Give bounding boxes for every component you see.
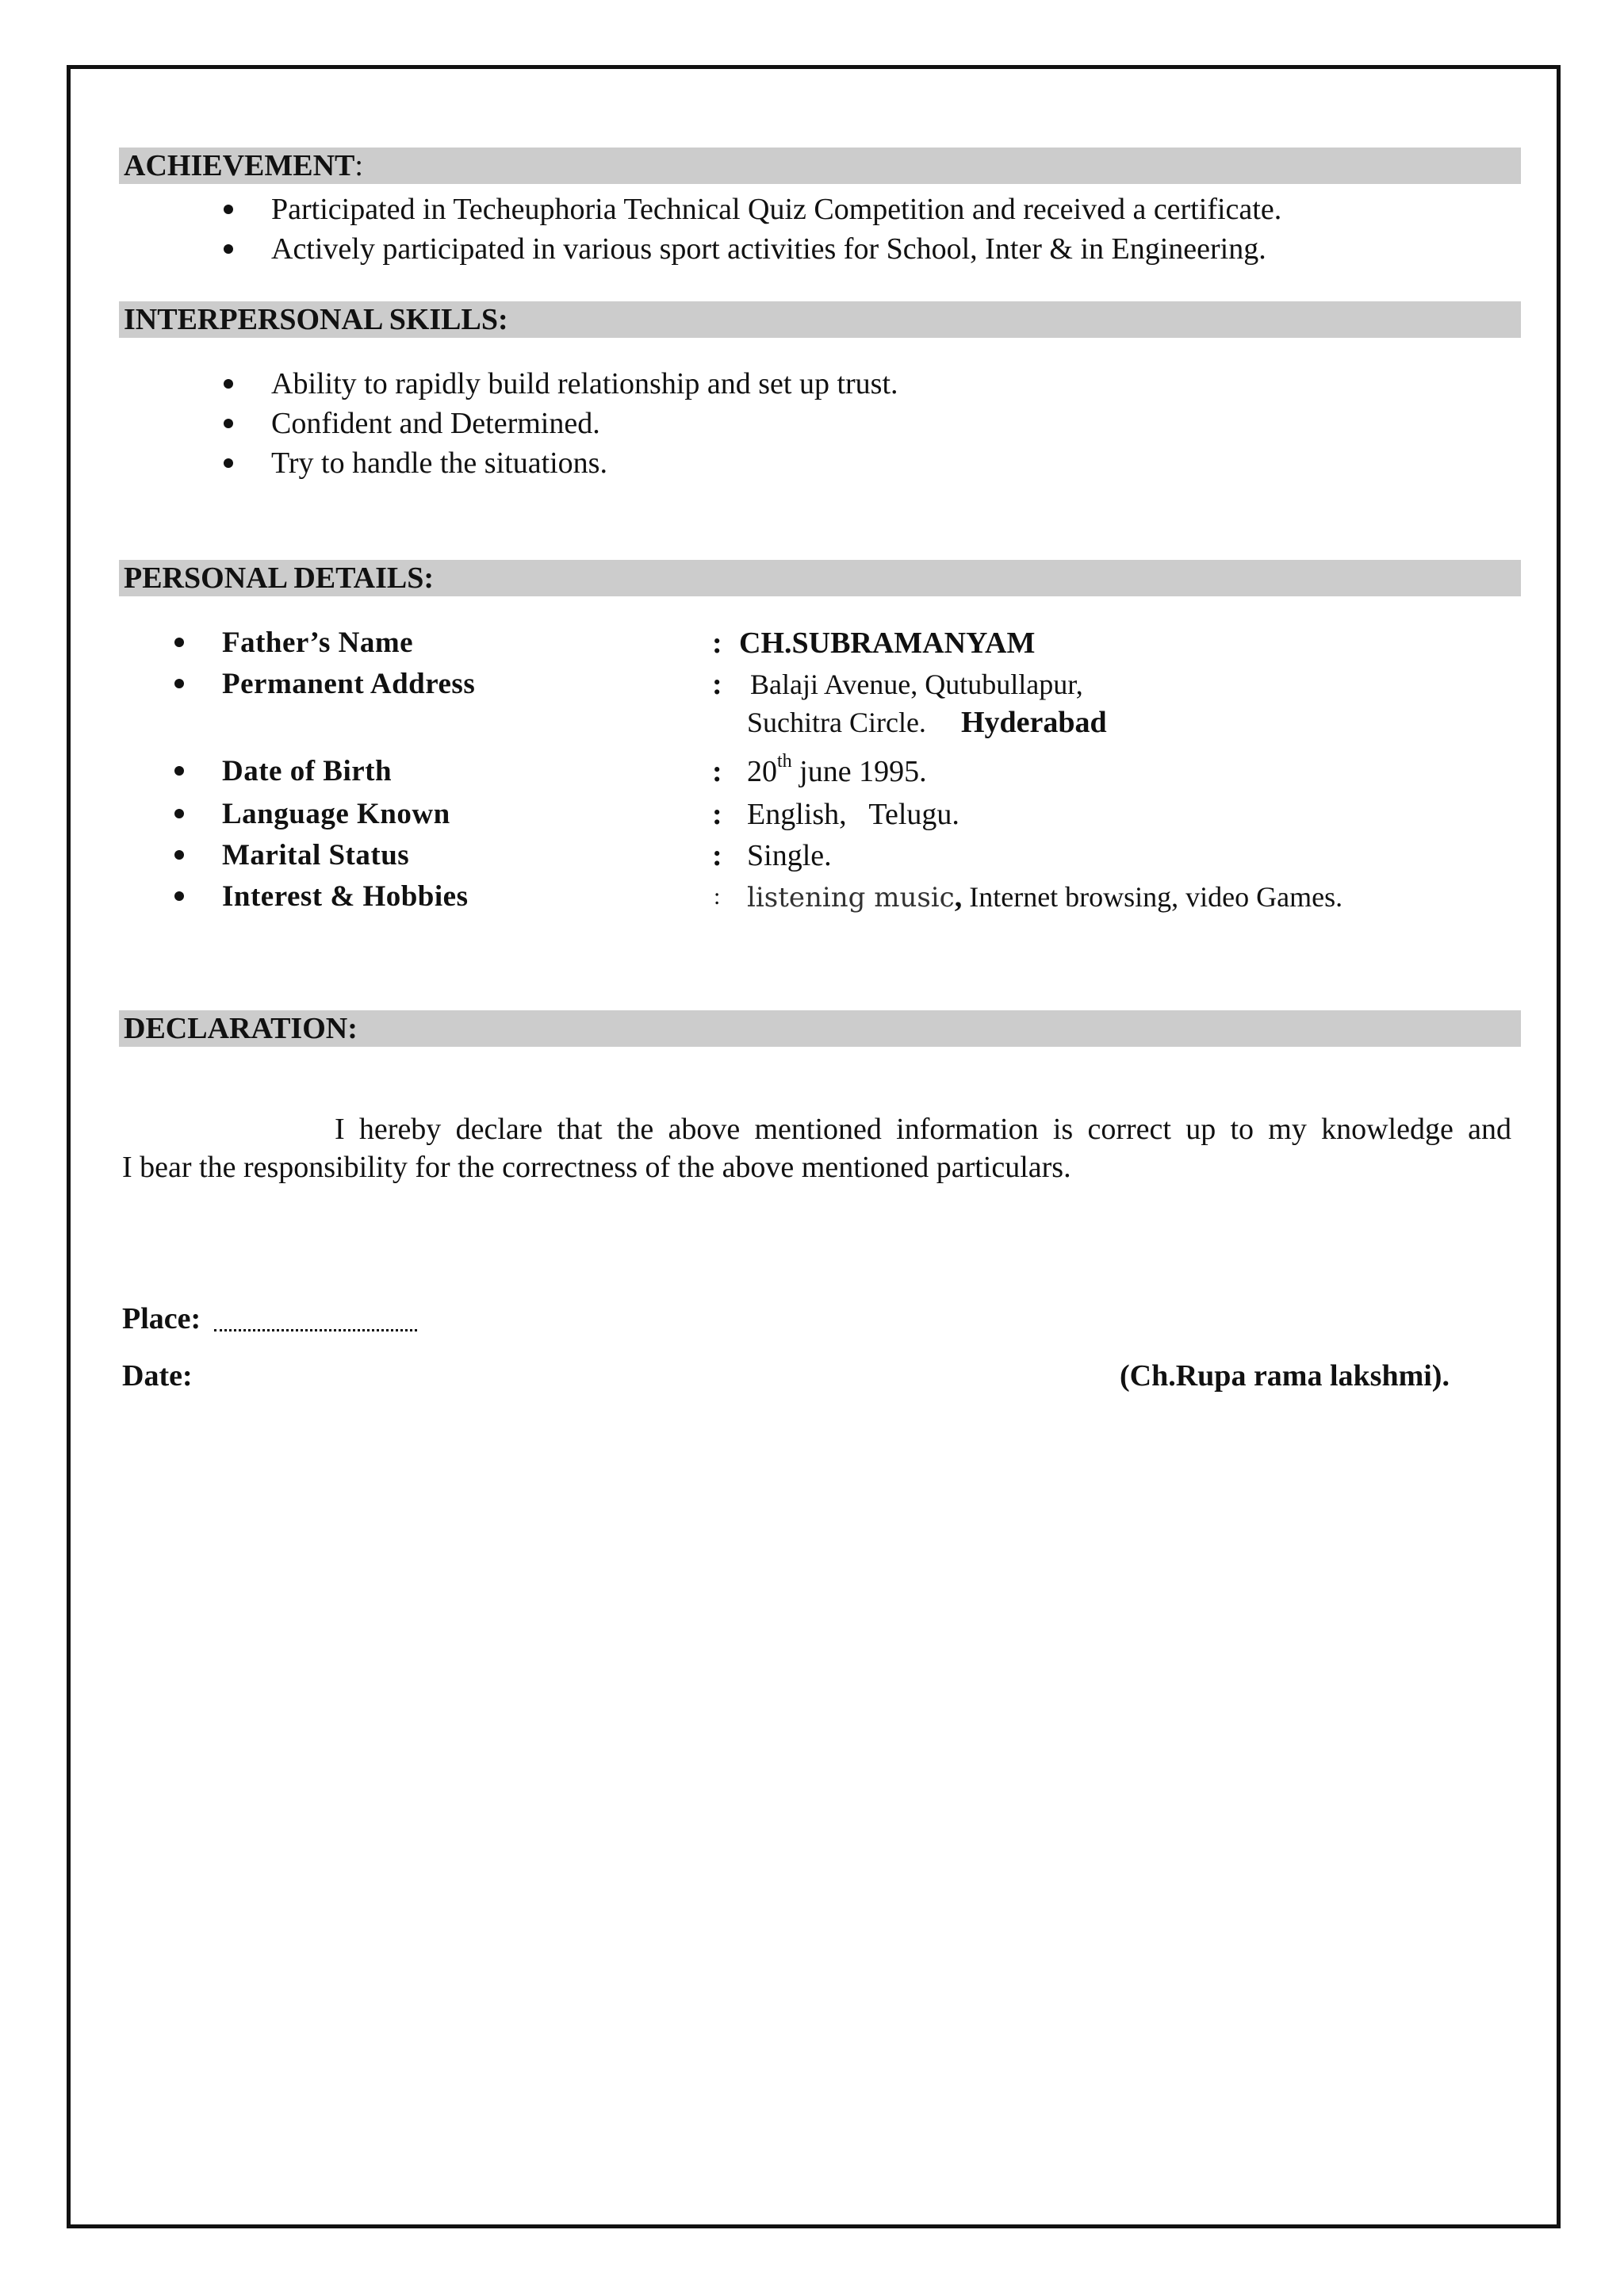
place-label: Place: <box>122 1302 201 1335</box>
bullet-icon <box>224 244 233 254</box>
hobby-separator: , <box>954 880 963 914</box>
dob-rest: june 1995. <box>791 755 927 788</box>
bullet-icon <box>174 638 184 647</box>
dob-label: Date of Birth <box>222 755 393 787</box>
address-locality: Suchitra Circle. <box>747 707 926 738</box>
field-colon: : <box>712 755 722 788</box>
hobbies-label: Interest & Hobbies <box>222 880 469 913</box>
declaration-text <box>122 1110 1511 1186</box>
bullet-icon <box>224 458 233 468</box>
bullet-icon <box>224 419 233 428</box>
place-dotted-line <box>214 1329 417 1331</box>
field-colon: : <box>714 883 721 910</box>
dob-value <box>747 753 927 790</box>
date-label: Date: <box>122 1359 193 1393</box>
address-city: Hyderabad <box>960 706 1107 739</box>
dob-suffix: th <box>777 751 792 772</box>
language-value: English, Telugu. <box>747 798 959 831</box>
field-colon: : <box>712 798 722 831</box>
achievement-heading <box>119 148 1521 184</box>
bullet-icon <box>174 809 184 818</box>
achievement-item: Actively participated in various sport activities for School, Inter & in Engineering. <box>271 232 1266 266</box>
field-colon: : <box>712 626 722 660</box>
achievement-heading-colon: : <box>354 149 363 182</box>
marital-value: Single. <box>747 839 832 872</box>
hobby-listening-music: listening music <box>747 882 955 914</box>
bullet-icon <box>224 205 233 214</box>
declaration-line-1: I hereby declare that the above mentioned information is correct up to my knowledge and <box>335 1113 1511 1146</box>
signature-name: (Ch.Rupa rama lakshmi). <box>1120 1359 1450 1393</box>
address-line-2 <box>747 704 1107 741</box>
address-line-1: Balaji Avenue, Qutubullapur, <box>750 669 1083 700</box>
personal-heading: PERSONAL DETAILS: <box>119 560 1521 596</box>
field-colon: : <box>712 668 722 701</box>
father-name-value: CH.SUBRAMANYAM <box>739 626 1036 660</box>
marital-label: Marital Status <box>222 839 410 872</box>
declaration-line-2: I bear the responsibility for the correctness of the above mentioned particulars. <box>122 1151 1071 1184</box>
declaration-heading: DECLARATION: <box>119 1010 1521 1047</box>
address-label: Permanent Address <box>222 668 476 700</box>
bullet-icon <box>174 891 184 901</box>
hobbies-value <box>747 879 1342 916</box>
dob-day: 20 <box>747 755 777 788</box>
bullet-icon <box>174 766 184 776</box>
interpersonal-heading: INTERPERSONAL SKILLS: <box>119 301 1521 338</box>
hobby-others: Internet browsing, video Games. <box>962 881 1343 913</box>
bullet-icon <box>174 850 184 860</box>
interpersonal-item: Try to handle the situations. <box>271 446 607 480</box>
achievement-item: Participated in Techeuphoria Technical Quiz Competition and received a certificate. <box>271 193 1282 226</box>
interpersonal-item: Confident and Determined. <box>271 407 600 440</box>
interpersonal-item: Ability to rapidly build relationship and set up trust. <box>271 367 898 400</box>
bullet-icon <box>224 379 233 389</box>
field-colon: : <box>712 839 722 872</box>
language-label: Language Known <box>222 798 450 830</box>
achievement-heading-text: ACHIEVEMENT <box>124 149 355 182</box>
bullet-icon <box>174 679 184 688</box>
father-name-label: Father’s Name <box>222 626 414 659</box>
